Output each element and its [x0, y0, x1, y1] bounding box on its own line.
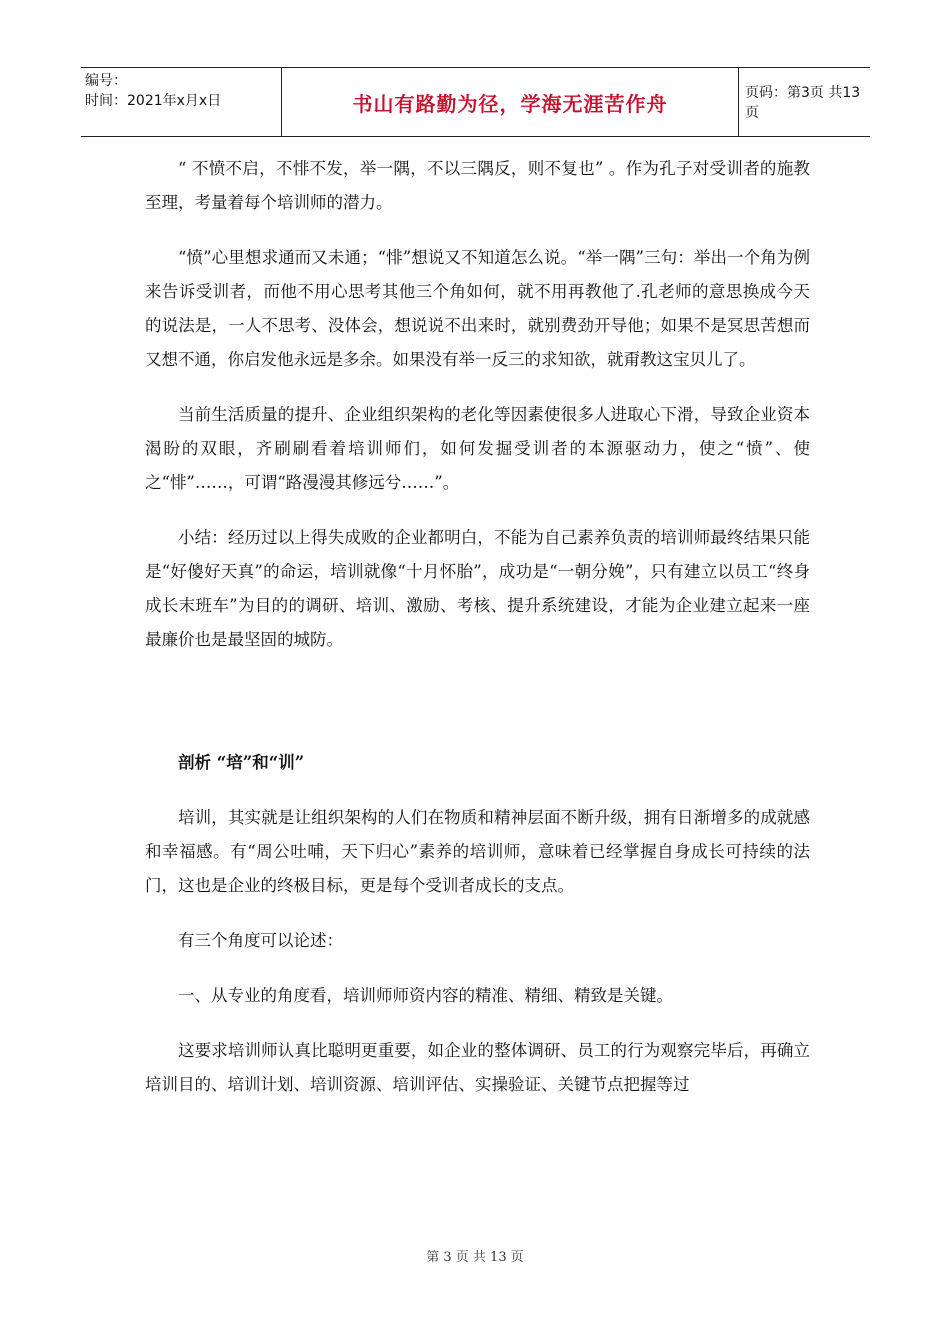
header-meta	[81, 68, 281, 136]
paragraph-confucius-quote: “ 不愤不启，不悱不发，举一隅，不以三隅反，则不复也” 。作为孔子对受训者的施教至理，考量着每个培训师的潜力。	[145, 159, 810, 212]
paragraph-current-situation: 当前生活质量的提升、企业组织架构的老化等因素使很多人进取心下滑，导致企业资本渴盼的双眼，齐刷刷看着培训师们，如何发掘受训者的本源驱动力，使之“愤”、使之“悱”……，可谓“路漫漫其修远兮……”。	[145, 405, 810, 492]
paragraph-summary: 小结：经历过以上得失成败的企业都明白，不能为自己素养负责的培训师最终结果只能是“好傻好天真”的命运，培训就像“十月怀胎”，成功是“一朝分娩”，只有建立以员工“终身成长末班车”为目的的调研、培训、激励、考核、提升系统建设，才能为企业建立起来一座最廉价也是最坚固的城防。	[145, 528, 810, 649]
paragraph-explanation: “愤”心里想求通而又未通；“悱”想说又不知道怎么说。“举一隅”三句：举出一个角为例来告诉受训者，而他不用心思考其他三个角如何，就不用再教他了.孔老师的意思换成今天的说法是，一人不思考、没体会，想说说不出来时，就别费劲开导他；如果不是冥思苦想而又想不通，你启发他永远是多余。如果没有举一反三的求知欲，就甭教这宝贝儿了。	[145, 248, 810, 369]
document-body	[145, 152, 810, 1123]
date-label: 时间：2021年x月x日	[85, 93, 222, 109]
header-motto-cell	[281, 68, 739, 136]
section-heading: 剖析 “培”和“训”	[178, 753, 305, 772]
header-page-cell	[739, 68, 870, 136]
document-header	[81, 67, 870, 137]
paragraph-professional-angle: 一、从专业的角度看，培训师师资内容的精准、精细、精致是关键。	[178, 986, 673, 1005]
page-footer: 第 3 页 共 13 页	[426, 1250, 524, 1265]
page-label: 页码：第3页 共13页	[745, 85, 861, 121]
motto-text: 书山有路勤为径，学海无涯苦作舟	[352, 91, 668, 116]
number-label: 编号：	[85, 73, 127, 89]
paragraph-training-definition: 培训，其实就是让组织架构的人们在物质和精神层面不断升级，拥有日渐增多的成就感和幸福感。有“周公吐哺，天下归心”素养的培训师，意味着已经掌握自身成长可持续的法门，这也是企业的终极目标，更是每个受训者成长的支点。	[145, 808, 810, 895]
paragraph-requirements: 这要求培训师认真比聪明更重要，如企业的整体调研、员工的行为观察完毕后，再确立培训目的、培训计划、培训资源、培训评估、实操验证、关键节点把握等过	[145, 1041, 810, 1094]
paragraph-three-angles: 有三个角度可以论述：	[178, 931, 343, 950]
section-spacer	[145, 678, 810, 746]
